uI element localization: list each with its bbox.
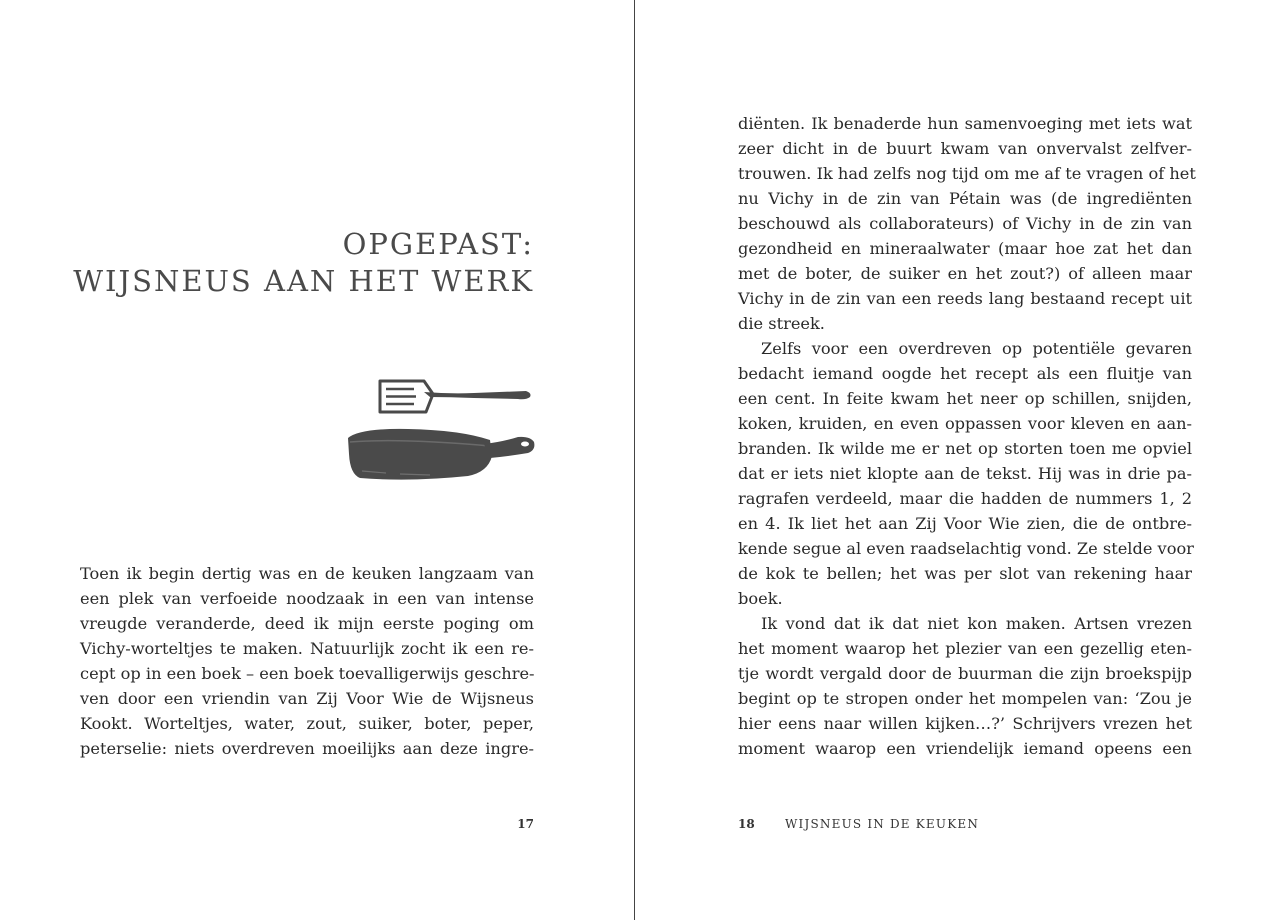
text-line: die streek. (738, 314, 825, 333)
text-line: een plek van verfoeide noodzaak in een van intense (80, 589, 534, 608)
left-body-text (80, 561, 534, 761)
text-line: peterselie: niets overdreven moeilijks aan deze ingre- (80, 739, 534, 758)
running-head: WIJSNEUS IN DE KEUKEN (785, 817, 980, 831)
page-number-left: 17 (517, 817, 534, 831)
right-page (635, 0, 1270, 920)
chapter-title-line-2: WIJSNEUS AAN HET WERK (73, 264, 534, 298)
text-line: diënten. Ik benaderde hun samenvoeging met iets wat (738, 114, 1192, 133)
text-line: het moment waarop het plezier van een gezellig eten- (738, 639, 1192, 658)
text-line: cept op in een boek – een boek toevalligerwijs geschre- (80, 664, 535, 683)
chapter-title (73, 226, 534, 300)
text-line: Kookt. Worteltjes, water, zout, suiker, boter, peper, (80, 714, 534, 733)
spatula-icon (380, 381, 531, 412)
text-line: koken, kruiden, en even oppassen voor kleven en aan- (738, 414, 1192, 433)
text-line: een cent. In feite kwam het neer op schillen, snijden, (738, 389, 1192, 408)
text-line: moment waarop een vriendelijk iemand opeens een (738, 739, 1192, 758)
text-line: nu Vichy in de zin van Pétain was (de ingrediënten (738, 189, 1192, 208)
text-line: Ik vond dat ik dat niet kon maken. Artsen vrezen (761, 614, 1192, 633)
text-line: Vichy-worteltjes te maken. Natuurlijk zocht ik een re- (80, 639, 534, 658)
chapter-title-line-1: OPGEPAST: (342, 227, 534, 261)
text-line: beschouwd als collaborateurs) of Vichy in de zin van (738, 214, 1192, 233)
text-line: dat er iets niet klopte aan de tekst. Hij was in drie pa- (738, 464, 1192, 483)
cookware-illustration (340, 372, 540, 490)
right-body-text (738, 111, 1196, 761)
text-line: boek. (738, 589, 783, 608)
text-line: Zelfs voor een overdreven op potentiële gevaren (761, 339, 1192, 358)
left-page (0, 0, 634, 920)
text-line: de kok te bellen; het was per slot van rekening haar (738, 564, 1192, 583)
text-line: met de boter, de suiker en het zout?) of alleen maar (738, 264, 1192, 283)
text-line: begint op te stropen onder het mompelen van: ‘Zou je (738, 689, 1192, 708)
text-line: Vichy in de zin van een reeds lang bestaand recept uit (738, 289, 1192, 308)
text-line: hier eens naar willen kijken…?’ Schrijvers vrezen het (738, 714, 1192, 733)
text-line: zeer dicht in de buurt kwam van onvervalst zelfver- (738, 139, 1192, 158)
text-line: en 4. Ik liet het aan Zij Voor Wie zien, die de ontbre- (738, 514, 1192, 533)
text-line: branden. Ik wilde me er net op storten toen me opviel (738, 439, 1192, 458)
text-line: bedacht iemand oogde het recept als een fluitje van (738, 364, 1192, 383)
text-line: trouwen. Ik had zelfs nog tijd om me af te vragen of het (738, 164, 1196, 183)
text-line: kende segue al even raadselachtig vond. Ze stelde voor (738, 539, 1194, 558)
text-line: ven door een vriendin van Zij Voor Wie de Wijsneus (80, 689, 534, 708)
text-line: vreugde veranderde, deed ik mijn eerste poging om (80, 614, 534, 633)
text-line: Toen ik begin dertig was en de keuken langzaam van (80, 564, 534, 583)
text-line: tje wordt vergald door de buurman die zijn broekspijp (738, 664, 1192, 683)
frying-pan-icon (348, 429, 534, 480)
text-line: gezondheid en mineraalwater (maar hoe zat het dan (738, 239, 1192, 258)
text-line: ragrafen verdeeld, maar die hadden de nummers 1, 2 (738, 489, 1192, 508)
page-number-right: 18 (738, 817, 755, 831)
